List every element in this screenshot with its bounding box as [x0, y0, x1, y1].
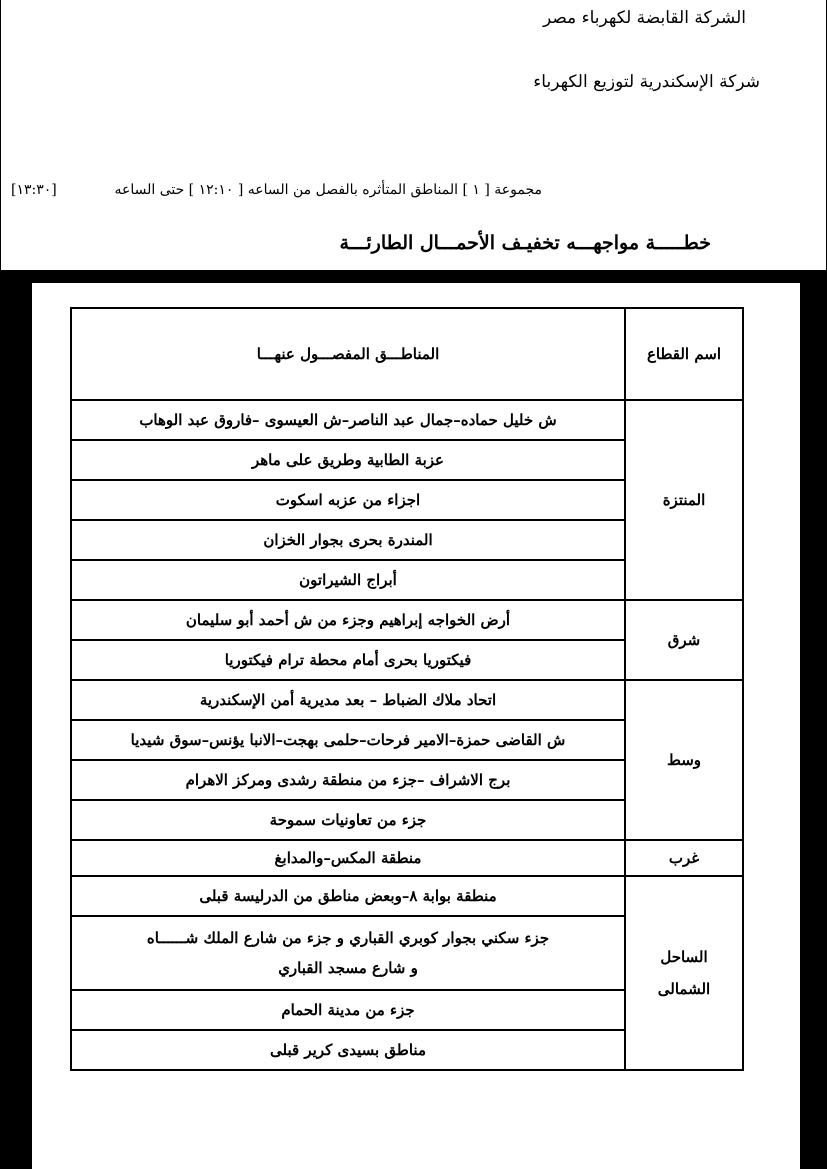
- area-cell: اتحاد ملاك الضباط – بعد مديرية أمن الإسكندرية: [71, 680, 625, 720]
- distribution-company-name: شركة الإسكندرية لتوزيع الكهرباء: [533, 72, 760, 92]
- sector-cell-montaza: المنتزة: [625, 400, 743, 600]
- area-cell: المندرة بحرى بجوار الخزان: [71, 520, 625, 560]
- holding-company-name: الشركة القابضة لكهرباء مصر: [542, 8, 746, 28]
- table-row: [71, 680, 743, 720]
- table-row: [71, 600, 743, 640]
- sector-name-line: الساحل: [660, 948, 708, 966]
- sector-cell-north-coast: [625, 876, 743, 1070]
- group-schedule-line: مجموعة [ ١ ] المناطق المتأثره بالفصل من الساعه [ ١٢:١٠ ] حتى الساعه: [114, 182, 542, 198]
- area-cell: أرض الخواجه إبراهيم وجزء من ش أحمد أبو سليمان: [71, 600, 625, 640]
- areas-column-header: المناطـــق المفصـــول عنهـــا: [71, 308, 625, 400]
- area-cell: منطقة المكس–والمدابغ: [71, 840, 625, 876]
- sector-cell-west: غرب: [625, 840, 743, 876]
- sector-cell-middle: وسط: [625, 680, 743, 840]
- area-line: و شارع مسجد القباري: [278, 959, 418, 977]
- area-cell: عزبة الطابية وطريق على ماهر: [71, 440, 625, 480]
- area-cell: مناطق بسيدى كرير قبلى: [71, 1030, 625, 1070]
- scanned-page: [32, 283, 800, 1169]
- plan-title: خطـــــة مواجهـــه تخفيـف الأحمـــال الطارئـــة: [339, 232, 711, 254]
- area-cell: فيكتوريا بحرى أمام محطة ترام فيكتوريا: [71, 640, 625, 680]
- table-row: [71, 400, 743, 440]
- sector-name-line: الشمالى: [657, 980, 711, 998]
- area-cell-two-line: [71, 916, 625, 990]
- load-shedding-table: [70, 307, 744, 1071]
- area-cell: برج الاشراف –جزء من منطقة رشدى ومركز الاهرام: [71, 760, 625, 800]
- area-line: جزء سكني بجوار كوبري القباري و جزء من شارع الملك شــــــاه: [146, 929, 550, 947]
- area-cell: جزء من تعاونيات سموحة: [71, 800, 625, 840]
- table-row: [71, 840, 743, 876]
- group-end-time: [١٣:٣٠]: [11, 182, 57, 198]
- table-row: [71, 876, 743, 916]
- area-cell: أبراج الشيراتون: [71, 560, 625, 600]
- table-header-row: [71, 308, 743, 400]
- area-cell: ش خليل حماده–جمال عبد الناصر–ش العيسوى –فاروق عبد الوهاب: [71, 400, 625, 440]
- area-cell: اجزاء من عزبه اسكوت: [71, 480, 625, 520]
- area-cell: جزء من مدينة الحمام: [71, 990, 625, 1030]
- area-cell: منطقة بوابة ٨–وبعض مناطق من الدرليسة قبلى: [71, 876, 625, 916]
- letterhead: [1, 0, 826, 270]
- area-cell: ش القاضى حمزة–الامير فرحات–حلمى بهجت–الانبا يؤنس–سوق شيديا: [71, 720, 625, 760]
- sector-column-header: اسم القطاع: [625, 308, 743, 400]
- sector-cell-east: شرق: [625, 600, 743, 680]
